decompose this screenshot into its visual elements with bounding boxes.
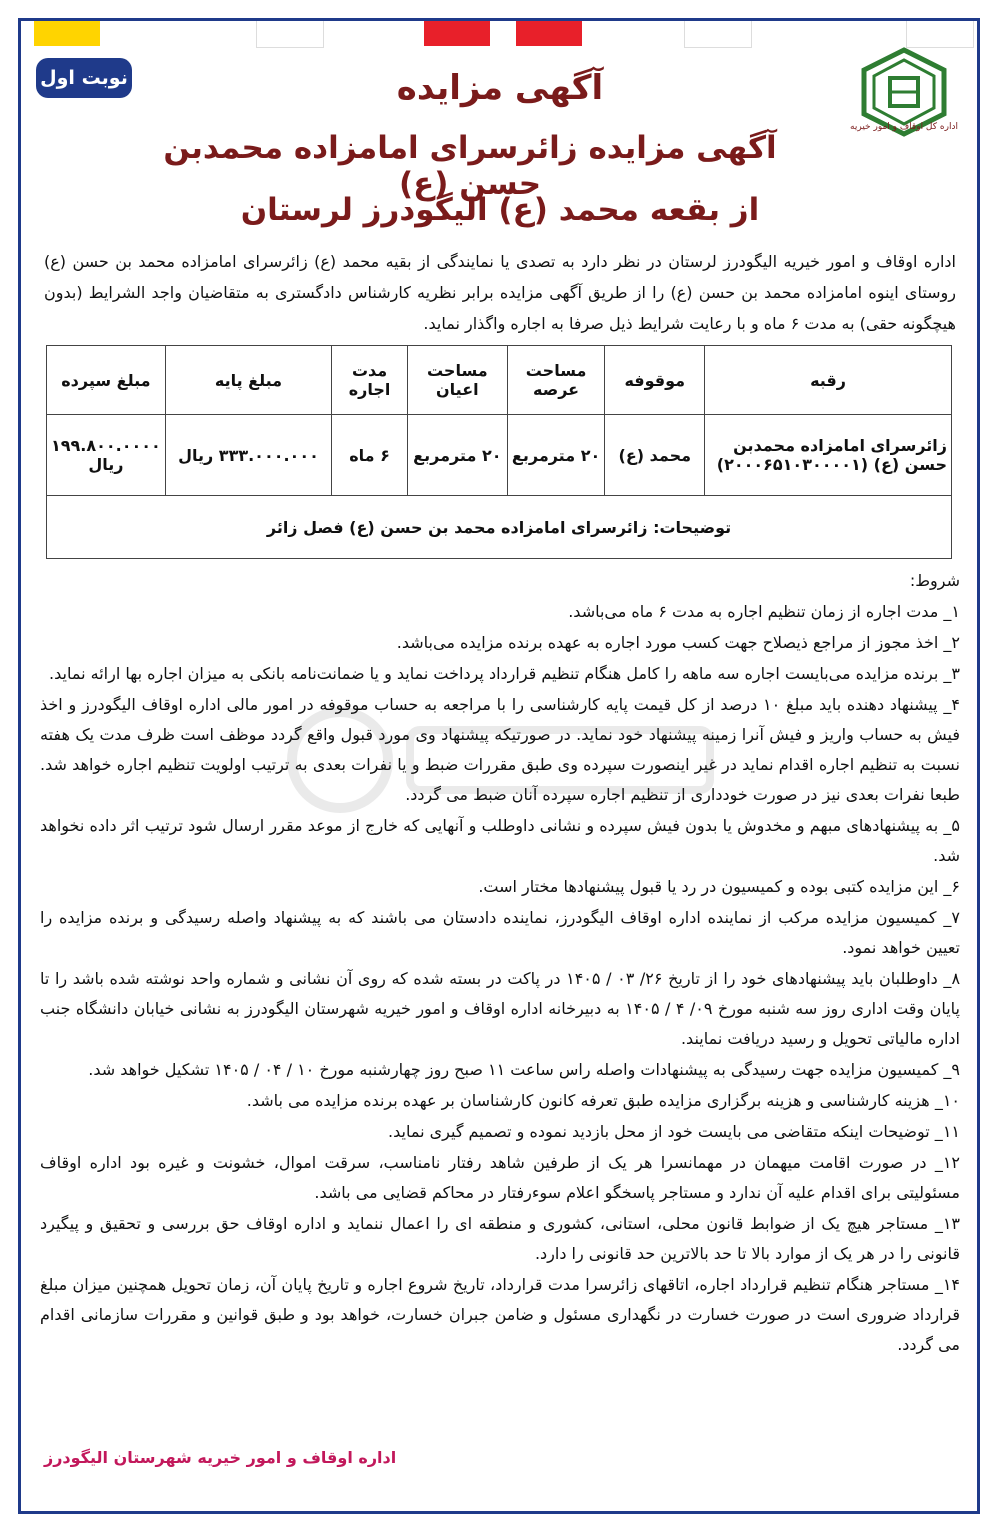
auction-table: [46, 345, 952, 559]
cell-mowqufe: محمد (ع): [605, 415, 705, 496]
conditions-title: شروط:: [909, 571, 960, 590]
cell-area-land: ۲۰ مترمربع: [507, 415, 605, 496]
cell-raqabe: زائرسرای امامزاده محمدبن حسن (ع) (۲۰۰۰۶۵۱۰۳۰۰۰۰۱): [705, 415, 952, 496]
condition-item: ۵_ به پیشنهادهای مبهم و مخدوش یا بدون فیش سپرده و نشانی داوطلب و آنهایی که خارج از موعد مقرر ارسال شود ترتیب اثر داده نخواهد شد.: [40, 816, 960, 865]
table-header-row: [47, 346, 952, 415]
condition-item: ۷_ کمیسیون مزایده مرکب از نماینده اداره اوقاف الیگودرز، نماینده دادستان می باشند که به پیشنهاد واصله رسیدگی و برنده مزایده را تعیین خواهد نمود.: [40, 908, 960, 957]
page-title: آگهی مزایده: [396, 68, 604, 108]
round-badge: نوبت اول: [36, 58, 132, 98]
cell-deposit: ۱۹۹.۸۰۰.۰۰۰۰ ریال: [47, 415, 166, 496]
cell-area-building: ۲۰ مترمربع: [407, 415, 507, 496]
signature: اداره اوقاف و امور خیریه شهرستان الیگودرز: [44, 1448, 397, 1467]
cell-note: توضیحات: زائرسرای امامزاده محمد بن حسن (ع) فصل زائر: [47, 496, 952, 559]
header-mowqufe: موقوفه: [605, 346, 705, 415]
condition-item: ۱۰_ هزینه کارشناسی و هزینه برگزاری مزایده طبق تعرفه کانون کارشناسان بر عهده برنده مزایده می باشد.: [246, 1091, 960, 1110]
condition-item: ۱_ مدت اجاره از زمان تنظیم اجاره به مدت ۶ ماه می‌باشد.: [568, 602, 960, 621]
subtitle-line-1: آگهی مزایده زائرسرای امامزاده محمدبن حسن (ع): [163, 130, 777, 202]
cell-base-price: ۳۳۳.۰۰۰.۰۰۰ ریال: [165, 415, 331, 496]
condition-item: ۹_ کمیسیون مزایده جهت رسیدگی به پیشنهادات واصله راس ساعت ۱۱ صبح روز چهارشنبه مورخ ۱۰ / ۰۴ / ۱۴۰۵ تشکیل خواهد شد.: [88, 1060, 960, 1079]
conditions-section: [40, 566, 960, 1361]
condition-item: ۳_ برنده مزایده می‌بایست اجاره سه ماهه را کامل هنگام تنظیم قرارداد پرداخت نماید و یا ضمانت‌نامه بانکی به میزان اجاره بها ارائه نماید.: [49, 664, 960, 683]
header-area-building: مساحت اعیان: [407, 346, 507, 415]
condition-item: ۶_ این مزایده کتبی بوده و کمیسیون در رد یا قبول پیشنهادها مختار است.: [478, 877, 960, 896]
condition-item: ۱۲_ در صورت اقامت میهمان در مهمانسرا هر یک از طرفین شاهد رفتار نامناسب، سرقت اموال، خشونت و غیره بود اداره اوقاف مسئولیتی برای اقدام علیه آن ندارد و مستاجر پاسخگو اعلام سوءرفتار در محاکم قضایی می باشد.: [40, 1153, 960, 1202]
table-note-row: [47, 496, 952, 559]
header-duration: مدت اجاره: [332, 346, 408, 415]
logo-caption: اداره کل اوقاف و امور خیریه: [850, 122, 958, 132]
header-raqabe: رقبه: [705, 346, 952, 415]
condition-item: ۴_ پیشنهاد دهنده باید مبلغ ۱۰ درصد از کل قیمت پایه کارشناسی را با مراجعه به حساب موقوفه در امور مالی اداره اوقاف الیگودرز و اخذ فیش به حساب واریز و فیش آنرا زمینه پیشنهاد خود نماید. در صورتیکه پیشنهاد وی مورد قبول واقع گردد موظف است ظرف مدت یک هفته نسبت به تنظیم اجاره اقدام نماید در غیر اینصورت سپرده وی طبق مقررات ضبط و یا نفرات بعدی به ترتیب اولویت تنظیم اجاره خواهد شد. طبعا نفرات بعدی نیز در صورت خودداری از تنظیم اجاره سپرده آنان ضبط می گردد.: [40, 695, 961, 804]
subtitle-line-2: از بقعه محمد (ع) الیگودرز لرستان: [240, 192, 760, 228]
header-deposit: مبلغ سپرده: [47, 346, 166, 415]
condition-item: ۱۴_ مستاجر هنگام تنظیم قرارداد اجاره، اتاقهای زائرسرا مدت قرارداد، تاریخ شروع اجاره و تاریخ پایان آن، زمان تحویل همچنین میزان مبلغ قرارداد ضروری است در صورت خسارت در نگهداری مسئول و ضامن جبران خسارت، خواهد بود و طبق قوانین و مقررات سازمانی اقدام می گردد.: [40, 1275, 960, 1354]
table-row: [47, 415, 952, 496]
header-base-price: مبلغ پایه: [165, 346, 331, 415]
condition-item: ۸_ داوطلبان باید پیشنهادهای خود را از تاریخ ۲۶/ ۰۳ / ۱۴۰۵ در پاکت در بسته شده که روی آن نشانی و شماره واحد نوشته شده باشد را تا پایان وقت اداری روز سه شنبه مورخ ۰۹/ ۴ / ۱۴۰۵ به دبیرخانه اداره اوقاف و امور خیریه شهرستان الیگودرز به نشانی خیابان دانشگاه جنب اداره مالیاتی تحویل و رسید دریافت نمایند.: [40, 969, 961, 1048]
intro-paragraph: اداره اوقاف و امور خیریه الیگودرز لرستان در نظر دارد به تصدی یا نمایندگی از بقیه محمد (ع) زائرسرای امامزاده محمد بن حسن (ع) روستای اینوه امامزاده محمد بن حسن (ع) را از طریق آگهی مزایده برابر نظریه کارشناس دادگستری به متقاضیان واجد الشرایط (بدون هیچگونه حقی) به مدت ۶ ماه و با رعایت شرایط ذیل صرفا به اجاره واگذار نماید.: [44, 252, 956, 333]
condition-item: ۲_ اخذ مجوز از مراجع ذیصلاح جهت کسب مورد اجاره به عهده برنده مزایده می‌باشد.: [396, 633, 960, 652]
header-area-land: مساحت عرصه: [507, 346, 605, 415]
cell-duration: ۶ ماه: [332, 415, 408, 496]
condition-item: ۱۳_ مستاجر هیچ یک از ضوابط قانون محلی، استانی، کشوری و منطقه ای را اعمال ننماید و اداره اوقاف حق بررسی و تحقیق و پیگیرد قانونی را در هر یک از موارد بالا تا حد بالاترین حد قانونی را دارد.: [40, 1214, 960, 1263]
condition-item: ۱۱_ توضیحات اینکه متقاضی می بایست خود از محل بازدید نموده و تصمیم گیری نماید.: [388, 1122, 960, 1141]
